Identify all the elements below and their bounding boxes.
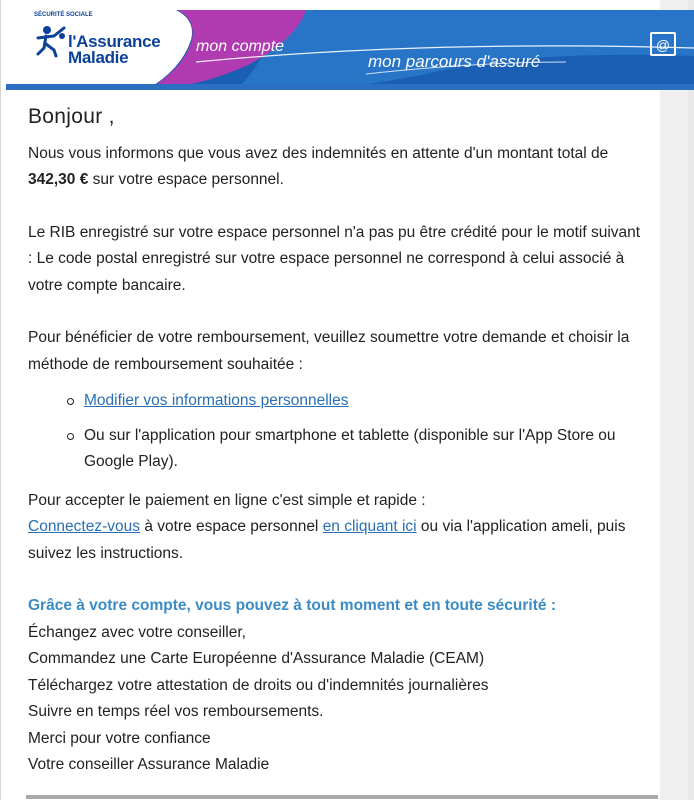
mon-compte-label: mon compte [196, 38, 285, 55]
modify-info-link[interactable]: Modifier vos informations personnelles [84, 392, 349, 409]
connect-text-end: ou via l'application ameli, puis suivez les instructions. [28, 518, 626, 562]
benefit-line: Commandez une Carte Européenne d'Assurance Maladie (CEAM) [28, 650, 485, 667]
click-here-link[interactable]: en cliquant ici [322, 518, 417, 535]
email-banner [6, 10, 671, 90]
scroll-gutter [660, 0, 688, 800]
assurance-maladie-logo-icon [34, 24, 70, 56]
list-item: Ou sur l'application pour smartphone et tablette (disponible sur l'App Store ou Google Play). [84, 423, 648, 476]
connect-link[interactable]: Connectez-vous [28, 518, 141, 535]
paragraph-instructions: Pour bénéficier de votre remboursement, veuillez soumettre votre demande et choisir la méthode de remboursement souhaitée : [28, 329, 630, 373]
paragraph-connect [28, 514, 648, 567]
logo-line-1: l'Assurance [68, 32, 161, 51]
logo-wordmark [68, 34, 160, 66]
email-at-icon: @ [650, 32, 676, 56]
paragraph-rib: Le RIB enregistré sur votre espace personnel n'a pas pu être crédité pour le motif suivant : Le code postal enregistré sur votre espace personnel ne correspond à celui associé à votre compte bancaire. [28, 223, 641, 294]
paragraph-amount [28, 141, 648, 194]
parcours-label: mon parcours d'assuré [368, 52, 541, 71]
benefit-line: Téléchargez votre attestation de droits ou d'indemnités journalières [28, 676, 489, 694]
options-list [28, 388, 648, 476]
logo-arc-text: SÉCURITÉ SOCIALE [34, 12, 93, 18]
benefit-line: Échangez avec votre conseiller, [28, 623, 246, 641]
greeting: Bonjour , [28, 105, 115, 128]
email-body [28, 104, 648, 779]
amount-outro: sur votre espace personnel. [88, 171, 284, 188]
closing-thanks: Merci pour votre confiance [28, 729, 211, 747]
benefit-line: Suivre en temps réel vos remboursements. [28, 703, 324, 720]
benefits-heading: Grâce à votre compte, vous pouvez à tout moment et en toute sécurité : [28, 597, 556, 614]
connect-text-mid: à votre espace personnel [140, 518, 323, 535]
list-item [84, 388, 648, 415]
amount-intro: Nous vous informons que vous avez des indemnités en attente d'un montant total de [28, 144, 609, 162]
signature: Votre conseiller Assurance Maladie [28, 756, 270, 773]
logo-line-2: Maladie [68, 48, 129, 67]
pending-amount: 342,30 € [28, 171, 89, 188]
paragraph-online-payment: Pour accepter le paiement en ligne c'est simple et rapide : [28, 491, 426, 509]
footer-divider [26, 795, 658, 799]
